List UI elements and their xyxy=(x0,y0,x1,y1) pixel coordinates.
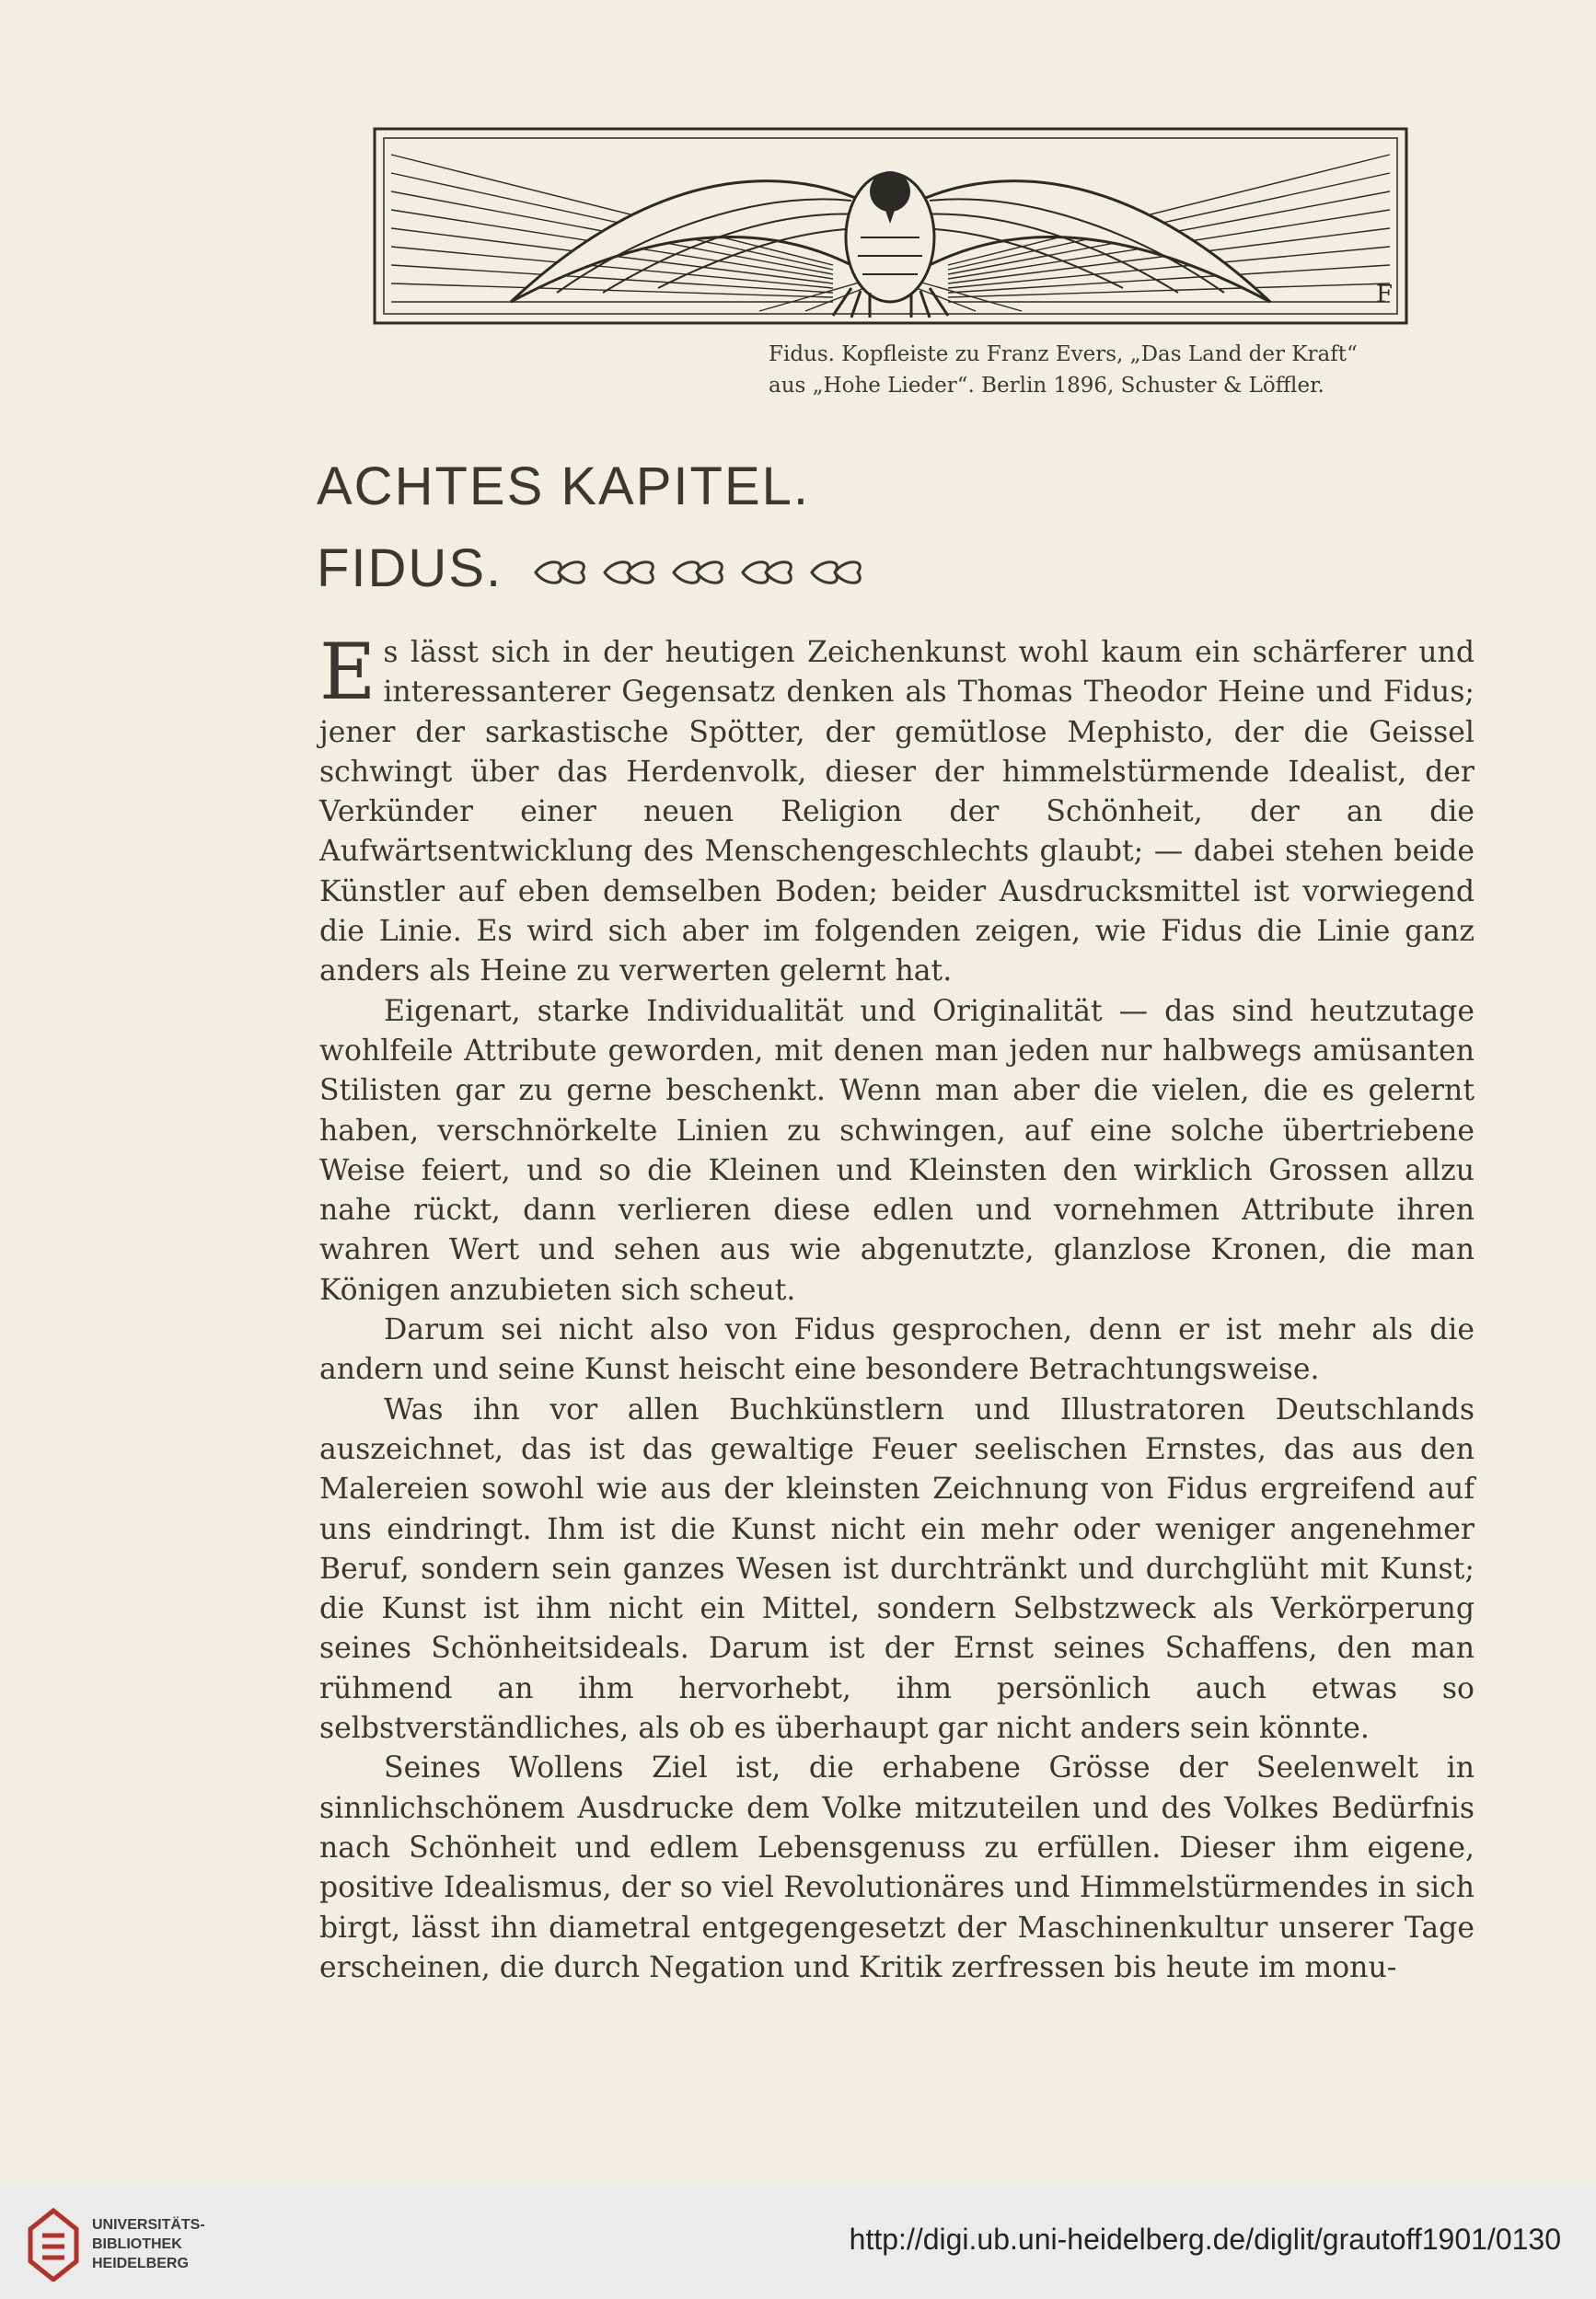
chapter-title: ACHTES KAPITEL. xyxy=(317,456,811,516)
paragraph-1-text: s lässt sich in der heutigen Zeichenkunst wohl kaum ein schärferer und interessanterer Gegensatz denken als Thomas Theodor Heine und Fidus; jener der sarkastische Spötter, der gemütlose Mephisto, der die Geissel schwingt über das Herdenvolk, dieser der himmelstürmende Idealist, der Verkünder einer neuen Religion der Schönheit, der an die Aufwärtsentwicklung des Menschengeschlechts glaubt; — dabei stehen beide Künstler auf eben demselben Boden; beider Ausdrucksmittel ist vorwiegend die Linie. Es wird sich aber im folgenden zeigen, wie Fidus die Linie ganz anders als Heine zu verwerten gelernt hat. xyxy=(319,636,1475,988)
caption-line-1: Fidus. Kopfleiste zu Franz Evers, „Das Land der Kraft“ xyxy=(769,342,1358,366)
library-name xyxy=(92,2215,205,2273)
eagle-headpiece-illustration xyxy=(373,127,1408,325)
drop-cap: E xyxy=(319,627,376,717)
paragraph-3: Darum sei nicht also von Fidus gesprochen, denn er ist mehr als die andern und seine Kunst heischt eine besondere Betrachtungsweise. xyxy=(319,1313,1475,1387)
figure-caption xyxy=(769,339,1427,401)
paragraph-4: Was ihn vor allen Buchkünstlern und Illustratoren Deutschlands auszeichnet, das ist das gewaltige Feuer seelischen Ernstes, das aus den Malereien sowohl wie aus der kleinsten Zeichnung von Fidus ergreifend auf uns eindringt. Ihm ist die Kunst nicht ein mehr oder weniger angenehmer Beruf, sondern sein ganzes Wesen ist durchtränkt und durchglüht mit Kunst; die Kunst ist ihm nicht ein Mittel, sondern Selbstzweck als Verkörperung seines Schönheitsideals. Darum ist der Ernst seines Schaffens, den man rühmend an ihm hervorhebt, ihm persönlich auch etwas so selbstverständliches, als ob es überhaupt gar nicht anders sein könnte. xyxy=(319,1392,1475,1746)
svg-text:F: F xyxy=(1376,281,1394,308)
library-name-line-2: BIBLIOTHEK xyxy=(92,2236,182,2252)
library-name-line-3: HEIDELBERG xyxy=(92,2256,189,2271)
chapter-subject-text: FIDUS. xyxy=(317,538,503,598)
body-text xyxy=(319,627,1475,1988)
university-library-logo-icon xyxy=(26,2206,81,2282)
permalink-url[interactable]: http://digi.ub.uni-heidelberg.de/diglit/grautoff1901/0130 xyxy=(849,2223,1561,2256)
chapter-subject xyxy=(317,537,876,599)
paragraph-1 xyxy=(319,627,1475,992)
library-name-line-1: UNIVERSITÄTS- xyxy=(92,2217,205,2233)
paragraph-5: Seines Wollens Ziel ist, die erhabene Grösse der Seelenwelt in sinnlichschönem Ausdrucke dem Volke mitzuteilen und des Volkes Bedürfnis nach Schönheit und edlem Lebensgenuss zu erfüllen. Dieser ihm eigene, positive Idealismus, der so viel Revolutionäres und Himmelstürmendes in sich birgt, lässt ihn diametral entgegengesetzt der Maschinenkultur unserer Tage erscheinen, die durch Negation und Kritik zerfressen bis heute im monu- xyxy=(319,1751,1475,1984)
caption-line-2: aus „Hohe Lieder“. Berlin 1896, Schuster & Löffler. xyxy=(769,374,1324,398)
viewer-footer xyxy=(0,2186,1596,2299)
ornament-row-icon xyxy=(526,554,876,591)
paragraph-2: Eigenart, starke Individualität und Originalität — das sind heutzutage wohlfeile Attribute geworden, mit denen man jeden nur halbwegs amüsanten Stilisten gar zu gerne beschenkt. Wenn man aber die vielen, die es gelernt haben, verschnörkelte Linien zu schwingen, auf eine solche übertriebene Weise feiert, und so die Kleinen und Kleinsten den wirklich Grossen allzu nahe rückt, dann verlieren diese edlen und vornehmen Attribute ihren wahren Wert und sehen aus wie abgenutzte, glanzlose Kronen, die man Königen anzubieten sich scheut. xyxy=(319,994,1475,1307)
